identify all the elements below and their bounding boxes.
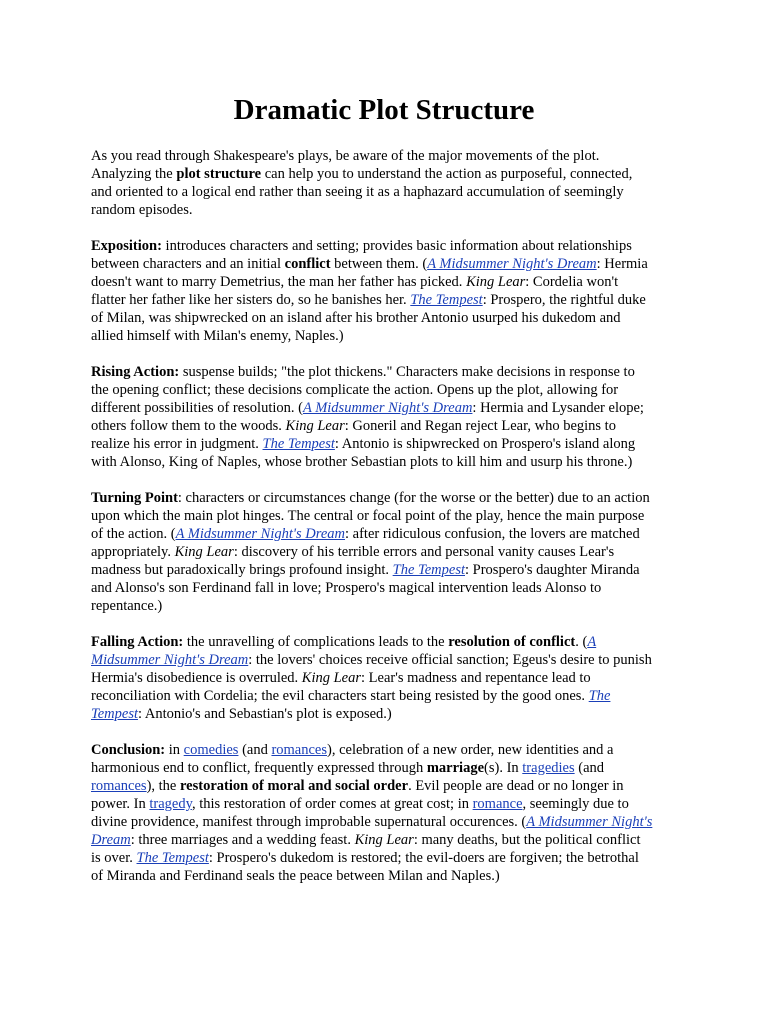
king-lear-title: King Lear	[174, 544, 234, 560]
romances-link[interactable]: romances	[91, 778, 147, 794]
text: : discovery of his terrible errors and personal vanity causes Lear's	[233, 544, 615, 560]
conclusion-line	[91, 777, 681, 795]
text: (and	[238, 742, 272, 758]
restoration-term: restoration of moral and social order	[179, 778, 409, 794]
intro-line: and oriented to a logical end rather than seeing it as a haphazard accumulation of seemingly	[91, 184, 624, 200]
tempest-link[interactable]: The Tempest	[136, 850, 209, 866]
text: : Hermia	[596, 256, 648, 272]
turning-line	[91, 543, 681, 561]
conclusion-line	[91, 849, 681, 867]
king-lear-title: King Lear	[354, 832, 414, 848]
intro-line: random episodes.	[91, 202, 193, 218]
text: reconciliation with Cordelia; the evil characters start being resisted by the good ones.	[91, 688, 589, 704]
text: between characters and an initial	[91, 256, 285, 272]
rising-line	[91, 417, 681, 435]
text: ), celebration of a new order, new identities and a	[327, 742, 614, 758]
comedies-link[interactable]: comedies	[183, 742, 239, 758]
rising-action-paragraph	[91, 363, 681, 471]
resolution-term: resolution of conflict	[448, 634, 576, 650]
king-lear-title: King Lear	[466, 274, 526, 290]
rising-line: with Alonso, King of Naples, whose brother Sebastian plots to kill him and usurp his throne.)	[91, 454, 633, 470]
falling-action-paragraph	[91, 633, 681, 723]
falling-line	[91, 705, 681, 723]
text: : Antonio's and Sebastian's plot is exposed.)	[138, 706, 392, 722]
falling-line	[91, 669, 681, 687]
conclusion-term: Conclusion:	[91, 742, 166, 758]
king-lear-title: King Lear	[285, 418, 345, 434]
text: harmonious end to conflict, frequently expressed through	[91, 760, 427, 776]
conclusion-line	[91, 795, 681, 813]
exposition-line	[91, 273, 681, 291]
midsummer-link[interactable]: A	[587, 634, 597, 650]
text: : after ridiculous confusion, the lovers are matched	[345, 526, 640, 542]
text: : Prospero's daughter Miranda	[465, 562, 640, 578]
text: in	[165, 742, 184, 758]
conclusion-line	[91, 741, 681, 759]
midsummer-link[interactable]: A Midsummer Night's Dream	[427, 256, 597, 272]
text: ), the	[146, 778, 180, 794]
text: Hermia's disobedience is overruled.	[91, 670, 302, 686]
falling-action-term: Falling Action:	[91, 634, 184, 650]
text: flatter her father like her sisters do, so he banishes her.	[91, 292, 411, 308]
text: doesn't want to marry Demetrius, the man her father has picked.	[91, 274, 467, 290]
text: power. In	[91, 796, 150, 812]
page-title: Dramatic Plot Structure	[233, 94, 535, 126]
midsummer-link[interactable]: A Midsummer Night's Dream	[175, 526, 346, 542]
tempest-link[interactable]: The Tempest	[410, 292, 483, 308]
falling-line	[91, 687, 681, 705]
turning-point-term: Turning Point	[91, 490, 178, 506]
text: . Evil people are dead or no longer in	[408, 778, 624, 794]
intro-paragraph	[91, 147, 681, 219]
conclusion-line	[91, 759, 681, 777]
conclusion-line: of Miranda and Ferdinand seals the peace between Milan and Naples.)	[91, 868, 500, 884]
exposition-term: Exposition:	[91, 238, 162, 254]
text: : many deaths, but the political conflict	[413, 832, 641, 848]
text: Analyzing the	[91, 166, 177, 182]
text: : Antonio is shipwrecked on Prospero's island along	[334, 436, 636, 452]
falling-line	[91, 633, 681, 651]
text: : Cordelia won't	[525, 274, 619, 290]
text: : the lovers' choices receive official sanction; Egeus's desire to punish	[248, 652, 652, 668]
turning-line: upon which the main plot hinges. The central or focal point of the play, hence the main purpose	[91, 508, 645, 524]
text: madness but paradoxically brings profound insight.	[91, 562, 393, 578]
text: different possibilities of resolution. (	[91, 400, 303, 416]
exposition-paragraph	[91, 237, 681, 345]
text: : Hermia and Lysander elope;	[472, 400, 644, 416]
turning-line	[91, 489, 681, 507]
exposition-line	[91, 255, 681, 273]
text: , this restoration of order comes at great cost; in	[191, 796, 473, 812]
tempest-link[interactable]: Tempest	[91, 706, 138, 722]
text: others follow them to the woods.	[91, 418, 286, 434]
text: divine providence, manifest through improbable supernatural occurences. (	[91, 814, 527, 830]
text: is over.	[91, 850, 137, 866]
conclusion-line	[91, 813, 681, 831]
text: appropriately.	[91, 544, 175, 560]
romance-link[interactable]: romance	[472, 796, 523, 812]
text: between them. (	[330, 256, 428, 272]
rising-line	[91, 363, 681, 381]
text: suspense builds; "the plot thickens." Characters make decisions in response to	[179, 364, 635, 380]
exposition-line: of Milan, was shipwrecked on an island after his brother Antonio usurped his dukedom and	[91, 310, 621, 326]
text: introduces characters and setting; provides basic information about relationships	[161, 238, 632, 254]
romances-link[interactable]: romances	[271, 742, 328, 758]
tempest-link[interactable]: The Tempest	[392, 562, 466, 578]
text: : characters or circumstances change (for the worse or the better) due to an action	[177, 490, 650, 506]
text: : Prospero, the rightful duke	[482, 292, 646, 308]
document-body	[91, 147, 681, 885]
tempest-link[interactable]: The	[588, 688, 611, 704]
marriage-term: marriage	[426, 760, 485, 776]
king-lear-title: King Lear	[301, 670, 361, 686]
plot-structure-term: plot structure	[176, 166, 262, 182]
text: : three marriages and a wedding feast.	[130, 832, 355, 848]
tempest-link[interactable]: The Tempest	[262, 436, 335, 452]
tragedy-link[interactable]: tragedy	[149, 796, 192, 812]
exposition-line	[91, 237, 681, 255]
conclusion-paragraph	[91, 741, 681, 885]
exposition-line: allied himself with Milan's enemy, Naples.)	[91, 328, 344, 344]
text: realize his error in judgment.	[91, 436, 263, 452]
rising-line	[91, 435, 681, 453]
text: : Goneril and Regan reject Lear, who begins to	[344, 418, 616, 434]
conflict-term: conflict	[284, 256, 331, 272]
midsummer-link[interactable]: Dream	[91, 832, 131, 848]
exposition-line	[91, 291, 681, 309]
text: , seemingly due to	[522, 796, 629, 812]
intro-line	[91, 165, 681, 183]
midsummer-link[interactable]: Midsummer Night's Dream	[91, 652, 249, 668]
text: . (	[575, 634, 588, 650]
text: : Prospero's dukedom is restored; the evil-doers are forgiven; the betrothal	[208, 850, 639, 866]
midsummer-link[interactable]: A Midsummer Night's	[526, 814, 653, 830]
turning-line	[91, 561, 681, 579]
text: (s). In	[484, 760, 523, 776]
rising-action-term: Rising Action:	[91, 364, 180, 380]
turning-line	[91, 525, 681, 543]
text: the unravelling of complications leads to the	[183, 634, 449, 650]
turning-point-paragraph	[91, 489, 681, 615]
falling-line	[91, 651, 681, 669]
text: can help you to understand the action as purposeful, connected,	[261, 166, 633, 182]
midsummer-link[interactable]: A Midsummer Night's Dream	[302, 400, 473, 416]
turning-line: and Alonso's son Ferdinand fall in love; Prospero's magical intervention leads Alonso to	[91, 580, 602, 596]
turning-line: repentance.)	[91, 598, 163, 614]
tragedies-link[interactable]: tragedies	[522, 760, 575, 776]
conclusion-line	[91, 831, 681, 849]
rising-line	[91, 399, 681, 417]
rising-line: the opening conflict; these decisions complicate the action. Opens up the plot, allowing for	[91, 382, 619, 398]
intro-line: As you read through Shakespeare's plays, be aware of the major movements of the plot.	[91, 148, 600, 164]
text: of the action. (	[91, 526, 176, 542]
text: : Lear's madness and repentance lead to	[361, 670, 591, 686]
text: (and	[574, 760, 605, 776]
